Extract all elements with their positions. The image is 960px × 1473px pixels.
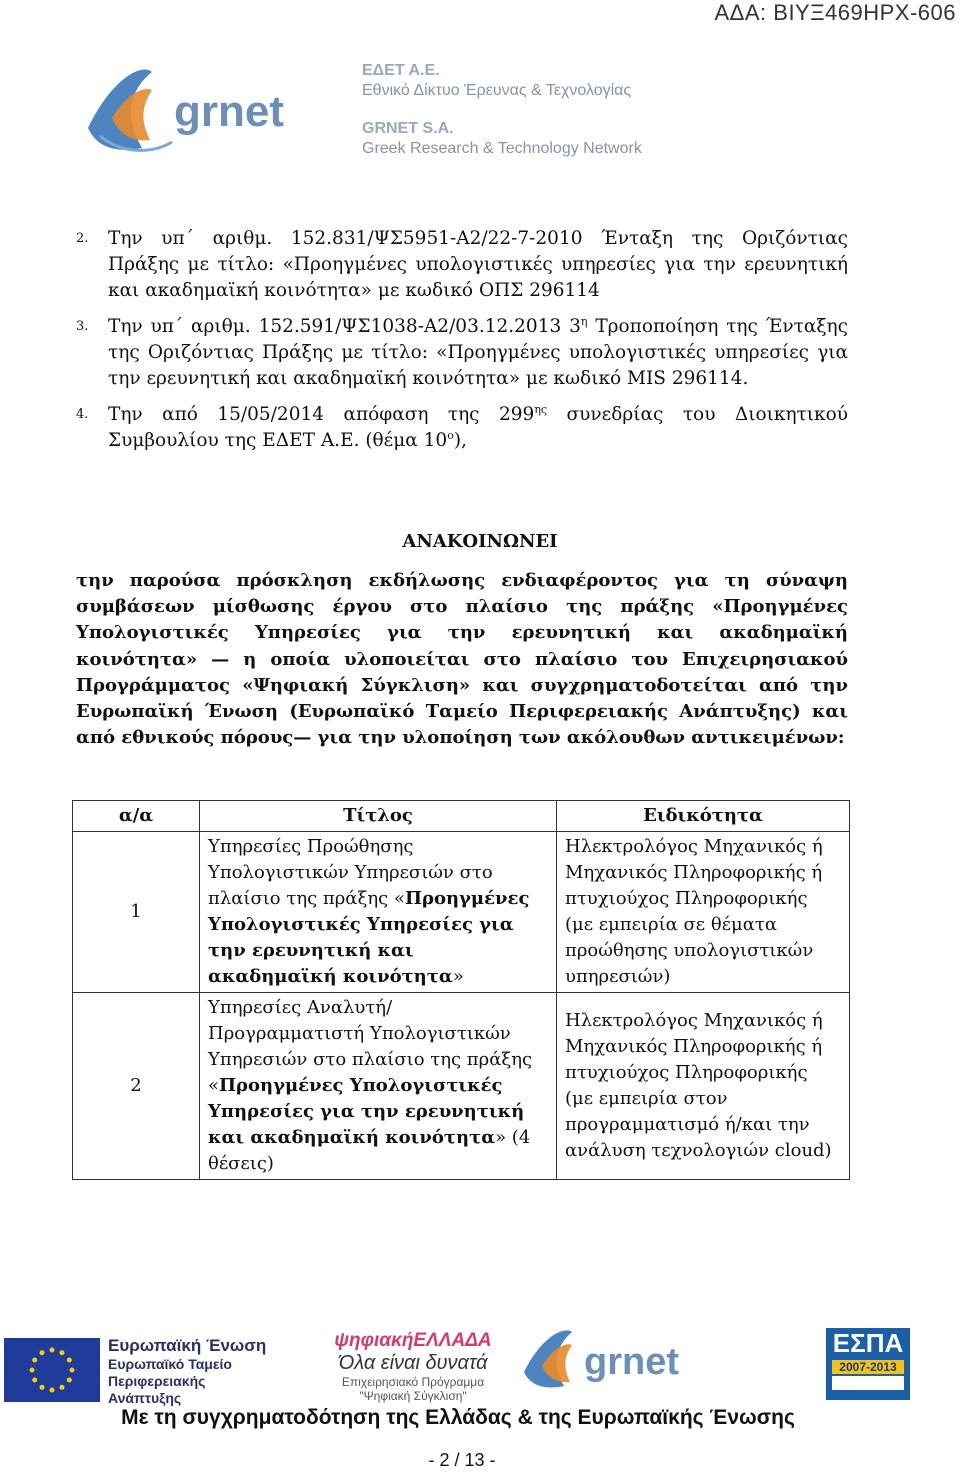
item-number: 4. [76, 407, 89, 422]
title-pre: Υπηρεσίες Προώθησης Υπολογιστικών Υπηρεσιών στο πλαίσιο της πράξης « [208, 836, 493, 909]
page-number: - 2 / 13 - [428, 1450, 496, 1470]
table-row [73, 832, 850, 993]
espa-title: ΕΣΠΑ [832, 1328, 904, 1358]
item-number: 3. [76, 319, 89, 334]
row-specialty: Ηλεκτρολόγος Μηχανικός ή Μηχανικός Πληροφορικής ή πτυχιούχος Πληροφορικής (με εμπειρία στον προγραμματισμό ή/και την ανάλυση τεχνολογιών cloud) [557, 993, 850, 1180]
item-text-mid: συνεδρίας του Διοικητικού Συμβουλίου της ΕΔΕΤ Α.Ε. (θέμα 10 [108, 404, 848, 451]
digital-greece-logo [318, 1330, 508, 1403]
logo-text: grnet [584, 1341, 679, 1383]
digital-program: Επιχειρησιακό Πρόγραμμα [341, 1375, 485, 1389]
eu-title: Ευρωπαϊκή Ένωση [108, 1336, 267, 1355]
announcement-text: την παρούσα πρόσκληση εκδήλωσης ενδιαφέροντος για τη σύναψη συμβάσεων μίσθωσης έργου στο πλαίσιο της πράξης «Προηγμένες Υπολογιστικές Υπηρεσίες για την ερευνητική και ακαδημαϊκή κοινότητα» — η οποία υλοποιείται στο πλαίσιο του Επιχειρησιακού Προγράμματος «Ψηφιακή Σύγκλιση» και συγχρηματοδοτείται από την Ευρωπαϊκή Ένωση (Ευρωπαϊκό Ταμείο Περιφερειακής Ανάπτυξης) και από εθνικούς πόρους— για την υλοποίηση των ακόλουθων αντικειμένων: [76, 570, 848, 749]
title-post: » (4 θέσεις) [208, 1127, 531, 1174]
digital-slogan: Όλα είναι δυνατά [338, 1352, 488, 1374]
column-header: α/α [73, 801, 200, 832]
grnet-logo [82, 58, 332, 168]
item-text-post: Τροποποίηση της Ένταξης της Οριζόντιας Πράξης με τίτλο: «Προηγμένες υπολογιστικές υπηρεσίες για την ερευνητική και ακαδημαϊκή κοινότητα» με κωδικό MIS 296114. [108, 316, 848, 389]
ada-code: ΑΔΑ: ΒΙΥΞ469ΗΡΧ-606 [714, 0, 956, 25]
cofunding-text: Με τη συγχρηματοδότηση της Ελλάδας & της Ευρωπαϊκής Ένωσης [121, 1406, 795, 1429]
item-sup: ης [534, 403, 548, 416]
eu-flag-icon [4, 1338, 100, 1402]
item-number: 2. [76, 231, 89, 246]
espa-logo [826, 1328, 910, 1400]
org-header [362, 62, 642, 158]
list-item [76, 402, 848, 454]
espa-years: 2007-2013 [832, 1360, 904, 1374]
org-en-short: GRNET S.A. [362, 120, 454, 137]
row-specialty: Ηλεκτρολόγος Μηχανικός ή Μηχανικός Πληροφορικής ή πτυχιούχος Πληροφορικής (με εμπειρία σε θέματα προώθησης υπολογιστικών υπηρεσιών) [557, 832, 850, 993]
eu-fund-line: Ανάπτυξης [108, 1390, 182, 1406]
org-gr-short: ΕΔΕΤ Α.Ε. [362, 62, 440, 79]
eu-fund-line: Ευρωπαϊκό Ταμείο [108, 1356, 232, 1372]
row-index: 2 [73, 993, 200, 1180]
section-heading: ΑΝΑΚΟΙΝΩΝΕΙ [402, 531, 558, 552]
row-title [200, 993, 557, 1180]
reference-list [76, 226, 848, 464]
item-sup: ο [447, 429, 454, 442]
org-en-full: Greek Research & Technology Network [362, 140, 642, 157]
digital-title: ψηφιακήΕΛΛΑΔΑ [334, 1330, 492, 1351]
logo-text: grnet [174, 87, 284, 136]
item-sup: η [580, 315, 588, 328]
eu-fund-line: Περιφερειακής [108, 1373, 206, 1389]
column-header: Τίτλος [200, 801, 557, 832]
eu-fund-text [108, 1336, 266, 1407]
row-title [200, 832, 557, 993]
column-header: Ειδικότητα [557, 801, 850, 832]
title-pre: Υπηρεσίες Αναλυτή/Προγραμματιστή Υπολογιστικών Υπηρεσιών στο πλαίσιο της πράξης « [208, 997, 533, 1096]
row-index: 1 [73, 832, 200, 993]
list-item [76, 226, 848, 304]
item-text-pre: Την υπ΄ αριθμ. 152.591/ΨΣ1038-Α2/03.12.2013 3 [108, 316, 581, 337]
digital-program-name: "Ψηφιακή Σύγκλιση" [359, 1389, 467, 1403]
grnet-footer-logo [520, 1322, 730, 1402]
org-gr-full: Εθνικό Δίκτυο Έρευνας & Τεχνολογίας [362, 82, 632, 99]
item-text-pre: Την από 15/05/2014 απόφαση της 299 [108, 404, 535, 425]
item-text: Την υπ΄ αριθμ. 152.831/ΨΣ5951-Α2/22-7-2010 Ένταξη της Οριζόντιας Πράξης με τίτλο: «Προηγμένες υπολογιστικές υπηρεσίες για την ερευνητική και ακαδημαϊκή κοινότητα» με κωδικό ΟΠΣ 296114 [108, 228, 848, 301]
table-header-row [73, 801, 850, 832]
table-row [73, 993, 850, 1180]
title-bold: Προηγμένες Υπολογιστικές Υπηρεσίες για την ερευνητική και ακαδημαϊκή κοινότητα [208, 888, 530, 987]
greek-flag-icon [832, 1376, 904, 1390]
list-item [76, 314, 848, 392]
title-post: » [452, 966, 464, 987]
item-text-post: ), [453, 430, 467, 451]
title-bold: Προηγμένες Υπολογιστικές Υπηρεσίες για την ερευνητική και ακαδημαϊκή κοινότητα [208, 1075, 525, 1148]
positions-table [72, 800, 850, 1180]
